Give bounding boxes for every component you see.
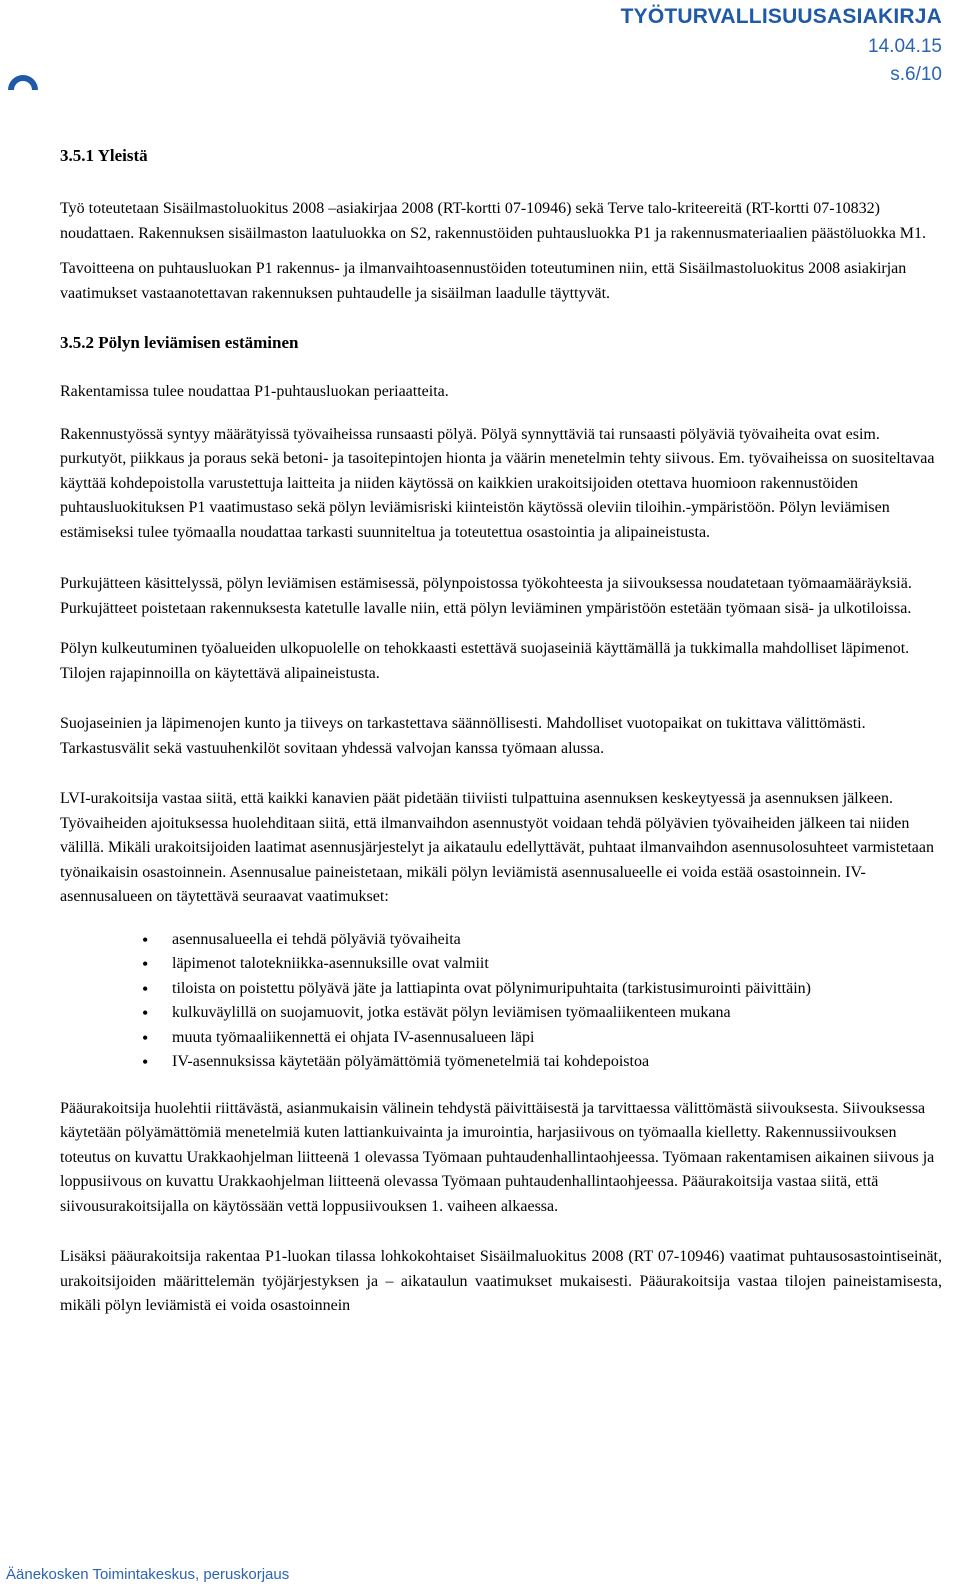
paragraph: LVI-urakoitsija vastaa siitä, että kaikki kanavien päät pidetään tiiviisti tulpattuina asennuksen keskeytyessä ja asennuksen jälkeen. Työvaiheiden ajoituksessa huolehditaan siitä, että ilmanvaihdon asennustyöt voidaan tehdä pölyävien työvaiheiden jälkeen tai niiden välillä. Mikäli urakoitsijoiden laatimat asennusjärjestelyt ja aikataulu edellyttävät, puhtaat ilmanvaihdon asennusolosuhteet varmistetaan työnaikaisin osastoinnein. Asennusalue paineistetaan, mikäli pölyn leviämistä asennusalueelle ei voida estää osastoinnein. IV-asennusalueen on täytettävä seuraavat vaatimukset: [60,790,934,905]
header-title: TYÖTURVALLISUUSASIAKIRJA [620,5,942,28]
section-heading-yleista: 3.5.1 Yleistä [60,146,148,165]
paragraph: Suojaseinien ja läpimenojen kunto ja tiiveys on tarkastettava säännöllisesti. Mahdolliset vuotopaikat on tukittava välittömästi. Tarkastusvälit sekä vastuuhenkilöt sovitaan yhdessä valvojan kanssa työmaan alussa. [60,715,866,757]
paragraph: Pääurakoitsija huolehtii riittävästä, asianmukaisin välinein tehdystä päivittäisestä ja tarvittaessa välittömästä siivouksesta. Siivouksessa käytetään pölyämättömiä menetelmiä kuten lattiankuivainta ja imurointia, harjasiivous on työmaalla kielletty. Rakennussiivouksen toteutus on kuvattu Urakkaohjelman liitteenä 1 olevassa Työmaan puhtaudenhallintaohjeessa. Työmaan rakentamisen aikainen siivous ja loppusiivous on kuvattu Urakkaohjelman liitteenä olevassa Työmaan puhtaudenhallintaohjeessa. Pääurakoitsija vastaa siitä, että siivousurakoitsijalla on käytössään vettä loppusiivouksen 1. vaiheen alkaessa. [60,1099,935,1215]
list-item: • läpimenot talotekniikka-asennuksille ovat valmiit [172,952,942,977]
logo-arc-icon [6,68,40,92]
paragraph: Työ toteutetaan Sisäilmastoluokitus 2008 –asiakirjaa 2008 (RT-kortti 07-10946) sekä Terve talo-kriteereitä (RT-kortti 07-10832) noudattaen. Rakennuksen sisäilmaston laatuluokka on S2, rakennustöiden puhtausluokka P1 ja rakennusmateriaalien päästöluokka M1. [60,200,927,242]
paragraph: Rakennustyössä syntyy määrätyissä työvaiheissa runsaasti pölyä. Pölyä synnyttäviä tai runsaasti pölyäviä työvaiheita ovat esim. purkutyöt, piikkaus ja poraus sekä betoni- ja tasoitepintojen hionta ja väärin menetelmin tehty siivous. Em. työvaiheissa on suositeltavaa käyttää kohdepoistolla varustettuja laitteita ja niiden käytössä on kaikkien urakoitsijoiden otettava huomioon rakennustöiden puhtausluokituksen P1 vaatimustaso sekä pölyn leviämisriski kiinteistön käytössä oleviin tiloihin.-ympäristöön. Pölyn leviämisen estämiseksi tulee työmaalla noudattaa tarkasti suunniteltua ja toteutettua osastointia ja alipaineistusta. [60,425,935,541]
list-item: • asennusalueella ei tehdä pölyäviä työvaiheita [172,928,942,953]
paragraph: Lisäksi pääurakoitsija rakentaa P1-luokan tilassa lohkokohtaiset Sisäilmaluokitus 2008 (RT 07-10946) vaatimat puhtausosastointiseinät, urakoitsijoiden määrittelemän työjärjestyksen ja – aikataulun vaatimukset mukaisesti. Pääurakoitsija vastaa tilojen paineistamisesta, mikäli pölyn leviämistä ei voida osastoinnein [60,1248,942,1314]
requirements-list [60,928,942,1075]
paragraph: Pölyn kulkeutuminen työalueiden ulkopuolelle on tehokkaasti estettävä suojaseiniä käyttämällä ja tukkimalla mahdolliset läpimenot. Tilojen rajapinnoilla on käytettävä alipaineistusta. [60,640,910,682]
header-page-number: s.6/10 [890,64,942,85]
section-heading-polyn-leviaminen: 3.5.2 Pölyn leviämisen estäminen [60,333,299,352]
list-item: • tiloista on poistettu pölyävä jäte ja lattiapinta ovat pölynimuripuhtaita (tarkistusimurointi päivittäin) [172,977,942,1002]
list-item: • kulkuväylillä on suojamuovit, jotka estävät pölyn leviämisen työmaaliikenteen mukana [172,1001,942,1026]
document-body [60,143,942,1336]
list-item: • IV-asennuksissa käytetään pölyämättömiä työmenetelmiä tai kohdepoistoa [172,1050,942,1075]
paragraph: Tavoitteena on puhtausluokan P1 rakennus- ja ilmanvaihtoasennustöiden toteutuminen niin, että Sisäilmastoluokitus 2008 asiakirjan vaatimukset vastaanotettavan rakennuksen puhtaudelle ja sisäilman laadulle täyttyvät. [60,260,907,302]
list-item: • muuta työmaaliikennettä ei ohjata IV-asennusalueen läpi [172,1026,942,1051]
paragraph: Rakentamissa tulee noudattaa P1-puhtausluokan periaatteita. [60,383,449,400]
footer-text: Äänekosken Toimintakeskus, peruskorjaus [6,1566,290,1583]
paragraph: Purkujätteen käsittelyssä, pölyn leviämisen estämisessä, pölynpoistossa työkohteesta ja siivouksessa noudatetaan työmaamääräyksiä. Purkujätteet poistetaan rakennuksesta katetulle lavalle niin, että pölyn leviäminen ympäristöön estetään työmaan sisä- ja ulkotiloissa. [60,575,912,617]
header-date: 14.04.15 [868,36,942,57]
